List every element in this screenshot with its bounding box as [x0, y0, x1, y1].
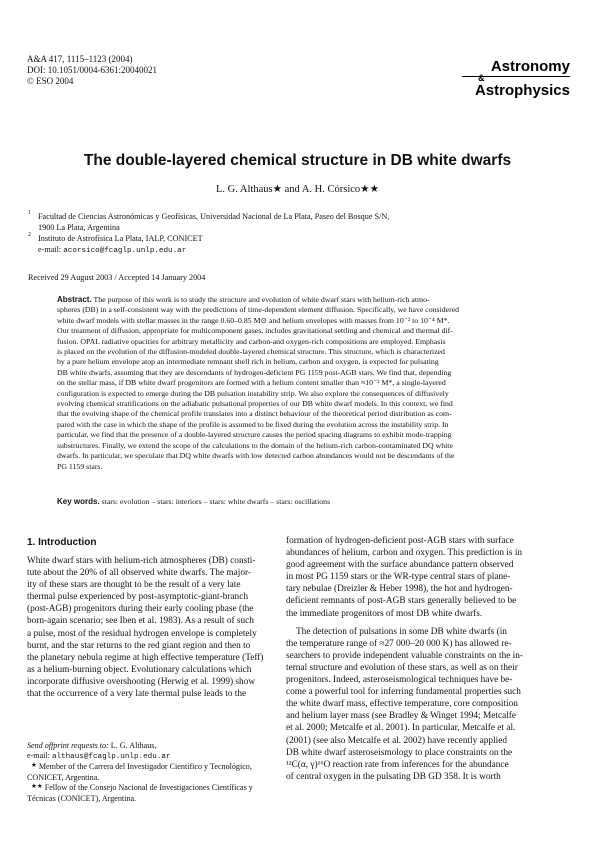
- body-line: searchers to provide independent valuable constraints on the in-: [286, 650, 523, 661]
- journal-citation-block: [27, 54, 157, 87]
- author-email-link[interactable]: acorsico@fcaglp.unlp.edu.ar: [63, 247, 187, 255]
- affiliation-line: Instituto de Astrofísica La Plata, IALP, CONICET: [38, 234, 203, 243]
- abstract-line: configuration is expected to emerge during the DB pulsation instability strip. We also explore the consequences of diffusively: [57, 388, 449, 398]
- journal-citation: A&A 417, 1115–1123 (2004): [27, 54, 133, 64]
- body-line: deficient remnants of post-AGB stars generally believed to be: [286, 596, 517, 607]
- abstract-line: evolving chemical stratifications on the adiabatic pulsational properties of our DB white dwarf models. In this context, we find: [57, 399, 453, 409]
- offprint-label: Send offprint requests to:: [27, 741, 109, 750]
- logo-ampersand: &: [478, 73, 485, 83]
- abstract-line: DB white dwarfs, assuming that they are descendants of hydrogen-deficient PG 1159 post-AGB stars. We find that, depending: [57, 367, 452, 377]
- paper-authors: L. G. Althaus★ and A. H. Córsico★★: [216, 184, 379, 195]
- footnote-2: [27, 783, 285, 794]
- footnote-1-cont: CONICET, Argentina.: [27, 773, 100, 783]
- body-line: tute about the 20% of all observed white dwarfs. The major-: [27, 568, 251, 579]
- offprint-line: [27, 741, 285, 751]
- footnote-2-cont: Técnicas (CONICET), Argentina.: [27, 794, 137, 804]
- abstract-line: Our treatment of diffusion, appropriate for multicomponent gases, includes gravitational settling and chemical and thermal dif-: [57, 326, 453, 336]
- body-line: burnt, and the star returns to the red giant region and then to: [27, 640, 251, 651]
- affiliations: [28, 211, 389, 257]
- journal-copyright: © ESO 2004: [27, 76, 74, 86]
- email-label: e-mail:: [27, 751, 50, 761]
- body-line: and helium layer mass (see Bradley & Winget 1994; Metcalfe: [286, 711, 516, 722]
- abstract-line: PG 1159 stars.: [57, 461, 103, 471]
- body-line: The detection of pulsations in some DB white dwarfs (in: [296, 626, 507, 637]
- footnotes: [27, 741, 285, 805]
- body-line: DB white dwarf asteroseismology to place constraints on the: [286, 747, 513, 758]
- logo-rule: [462, 76, 570, 77]
- abstract-line: by a pure helium envelope atop an intermediate remnant shell rich in helium, carbon and oxygen, is expected for pulsating: [57, 357, 439, 367]
- keywords-text: stars: evolution – stars: interiors – stars: white dwarfs – stars: oscillations: [101, 497, 331, 506]
- body-line: the immediate progenitors of most DB white dwarfs.: [286, 608, 483, 619]
- abstract-line: spheres (DB) in a self-consistent way with the predictions of time-dependent element diffusion. Specifically, we have considered: [57, 305, 460, 315]
- footnote-text: Member of the Carrera del Investigador Científico y Tecnológico,: [38, 762, 252, 772]
- offprint-name: L. G. Althaus,: [110, 741, 157, 750]
- body-line: born-again scenario; see Iben et al. 1983). As a result of such: [27, 616, 254, 627]
- abstract-line: [57, 295, 569, 305]
- body-line: progenitors. Indeed, asteroseismological techniques have be-: [286, 675, 513, 686]
- body-line: that the occurrence of a very late thermal pulse leads to the: [27, 689, 247, 700]
- journal-doi: DOI: 10.1051/0004-6361:20040021: [27, 65, 157, 75]
- body-line: tary nebulae (Dreizler & Heber 1998), the hot and hydrogen-: [286, 584, 513, 595]
- body-line: ity of these stars are thought to be the result of a very late: [27, 580, 241, 591]
- keywords-heading: Key words.: [57, 497, 100, 506]
- body-line: formation of hydrogen-deficient post-AGB stars with surface: [286, 536, 514, 546]
- body-line: incorporate diffusive overshooting (Herwig et al. 1999) show: [27, 676, 256, 687]
- abstract-line: particular, we find that the presence of a double-layered structure causes the period spacing diagrams to exhibit mode-trapping: [57, 430, 452, 440]
- email-label: e-mail:: [38, 245, 62, 254]
- body-line: good agreement with the surface abundance pattern observed: [286, 560, 514, 571]
- body-column-right: [286, 535, 568, 783]
- journal-logo: [420, 59, 570, 98]
- body-line: of central oxygen in the pulsating DB GD 358. It is worth: [286, 771, 501, 782]
- paper-title: The double-layered chemical structure in DB white dwarfs: [83, 152, 512, 169]
- abstract-line: that the evolving shape of the chemical profile translates into a distinct behaviour of the theoretical period distribution as com-: [57, 409, 452, 419]
- footnote-text: Fellow of the Consejo Nacional de Investigaciones Científicas y: [44, 783, 253, 793]
- abstract-line: fusion. OPAL radiative opacities for arbitrary metallicity and carbon-and oxygen-rich compositions are employed. Emphasis: [57, 336, 446, 346]
- body-line: White dwarf stars with helium-rich atmospheres (DB) consti-: [27, 556, 256, 566]
- body-line: (post-AGB) progenitors during their early cooling phase (the: [27, 604, 254, 615]
- footnote-1: [27, 762, 285, 773]
- body-line: ternal structure and evolution of these stars, as well as on their: [286, 662, 518, 673]
- affiliation-number: 1: [28, 210, 31, 216]
- body-column-left: [27, 555, 285, 700]
- body-line: the temperature range of ≈27 000–20 000 K) has allowed re-: [286, 638, 512, 649]
- footnote-marker: ★: [31, 762, 37, 770]
- body-line: (2001) (see also Metcalfe et al. 2002) have recently applied: [286, 735, 507, 746]
- body-line: ¹²C(α, γ)¹⁶O reaction rate from inferences for the abundance: [286, 759, 509, 770]
- body-line: et al. 2000; Metcalfe et al. 2001). In particular, Metcalfe et al.: [286, 723, 516, 734]
- body-line: come a powerful tool for inferring fundamental properties such: [286, 687, 521, 698]
- logo-line-1: Astronomy: [490, 58, 570, 75]
- affiliation-line: Facultad de Ciencias Astronómicas y Geofísicas, Universidad Nacional de La Plata, Paseo del Bosque S/N,: [38, 212, 390, 221]
- body-line: the white dwarf mass, effective temperature, core composition: [286, 699, 518, 710]
- offprint-email-line: [27, 751, 285, 762]
- affiliation-line: 1900 La Plata, Argentina: [38, 223, 120, 232]
- body-line: as a helium-burning object. Evolutionary calculations which: [27, 664, 252, 675]
- affiliation-email-line: [38, 244, 389, 257]
- abstract-line-text: The purpose of this work is to study the structure and evolution of white dwarf stars with helium-rich atmo-: [93, 295, 430, 304]
- abstract-line: white dwarf models with stellar masses in the range 0.60–0.85 M⊙ and helium envelopes with masses from 10⁻² to 10⁻⁴ M*.: [57, 315, 450, 325]
- body-line: a pulse, most of the residual hydrogen envelope is completely: [27, 628, 257, 639]
- affiliation-number: 2: [28, 232, 31, 238]
- abstract-line: pared with the case in which the shape of the profile is assumed to be fixed during the evolution across the instability strip. In: [57, 419, 449, 429]
- logo-line-2: Astrophysics: [474, 82, 570, 99]
- body-line: in most PG 1159 stars or the WR-type central stars of plane-: [286, 572, 511, 583]
- affiliation-2: [28, 233, 389, 257]
- body-line: thermal pulse experienced by post-asymptotic-giant-branch: [27, 592, 248, 603]
- abstract: [57, 295, 569, 472]
- abstract-line: on the stellar mass, if DB white dwarf progenitors are formed with a helium content smaller than ≈10⁻³ M*, a single-layered: [57, 378, 446, 388]
- affiliation-1: [28, 211, 389, 233]
- offprint-email-link[interactable]: althaus@fcaglp.unlp.edu.ar: [51, 753, 171, 762]
- footnote-marker: ★★: [31, 783, 43, 791]
- keywords: [57, 497, 330, 506]
- abstract-heading: Abstract.: [57, 295, 92, 304]
- body-line: the planetary nebula regime at high effective temperature (Teff): [27, 652, 264, 663]
- received-dates: Received 29 August 2003 / Accepted 14 January 2004: [28, 273, 206, 282]
- abstract-line: is placed on the evolution of the diffusion-modeled double-layered chemical structure. This structure, which is characterized: [57, 347, 445, 357]
- body-line: abundances of helium, carbon and oxygen. This prediction is in: [286, 548, 523, 559]
- abstract-line: substructures. Finally, we extend the scope of the calculations to the domain of the helium-rich carbon-contaminated DQ white: [57, 440, 453, 450]
- section-heading: 1. Introduction: [27, 537, 97, 548]
- abstract-line: dwarfs. In particular, we speculate that DQ white dwarfs with low detected carbon abundances would not be descendants of the: [57, 451, 455, 461]
